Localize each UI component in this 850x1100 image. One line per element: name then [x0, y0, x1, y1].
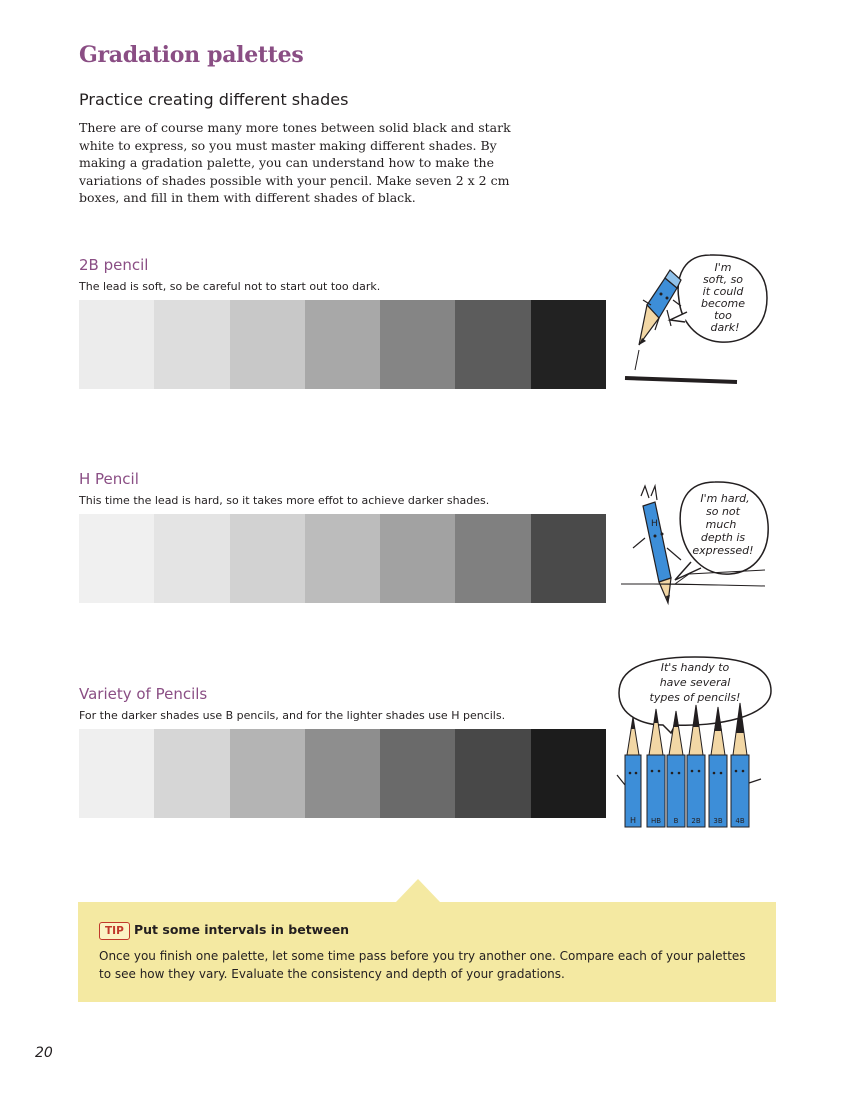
bubble-line: have several — [659, 676, 731, 689]
soft-pencil-illustration — [615, 250, 775, 390]
bubble-line: depth is — [700, 531, 746, 544]
bubble-line: It's handy to — [660, 661, 730, 674]
gradation-palette-variety — [79, 729, 606, 818]
shade-swatch — [79, 729, 154, 818]
bubble-line: dark! — [710, 321, 740, 334]
shade-swatch — [230, 514, 305, 603]
bubble-line: become — [700, 297, 746, 310]
shade-swatch — [380, 729, 455, 818]
shade-swatch — [531, 729, 606, 818]
bubble-line: too — [714, 309, 732, 322]
section-description-h: This time the lead is hard, so it takes more effot to achieve darker shades. — [79, 494, 490, 507]
shade-swatch — [531, 300, 606, 389]
hard-pencil-illustration — [615, 478, 775, 618]
shade-swatch — [154, 300, 229, 389]
page-number: 20 — [35, 1045, 53, 1061]
page-title: Gradation palettes — [79, 42, 304, 68]
shade-swatch — [305, 729, 380, 818]
shade-swatch — [79, 300, 154, 389]
pencil-label: H — [629, 816, 637, 825]
bubble-line: I'm hard, — [700, 492, 750, 505]
bubble-line: soft, so — [702, 273, 744, 286]
pencil-hb — [647, 709, 665, 827]
tip-text: Once you finish one palette, let some time pass before you try another one. Compare each of your palettes to see how they vary. Evaluate the consistency and depth of your gradations. — [99, 949, 746, 981]
shade-swatch — [154, 729, 229, 818]
speech-bubble-h — [675, 482, 768, 580]
shade-swatch — [455, 514, 530, 603]
pencil-label: 2B — [691, 817, 701, 825]
bubble-line: types of pencils! — [649, 691, 741, 704]
section-description-2b: The lead is soft, so be careful not to start out too dark. — [79, 280, 381, 293]
pencil-4b — [731, 703, 749, 827]
intro-paragraph: There are of course many more tones between solid black and stark white to express, so you must master making different shades. By making a gradation palette, you can understand how to make the variations of shades possible with your pencil. Make seven 2 x 2 cm boxes, and fill in them with different shades of black. — [79, 120, 511, 205]
pencil-label: 3B — [713, 817, 723, 825]
tip-badge: TIP — [99, 922, 130, 940]
shade-swatch — [455, 729, 530, 818]
page-subtitle: Practice creating different shades — [79, 90, 349, 109]
shade-swatch — [455, 300, 530, 389]
section-heading-2b: 2B pencil — [79, 256, 149, 274]
bubble-line: so not — [706, 505, 740, 518]
pencil-label: HB — [650, 817, 662, 825]
shade-swatch — [531, 514, 606, 603]
tip-heading: Put some intervals in between — [134, 922, 350, 937]
pencil-3b — [709, 707, 727, 827]
shade-swatch — [230, 300, 305, 389]
gradation-palette-2b — [79, 300, 606, 389]
pencil-family-illustration — [615, 655, 775, 830]
shade-swatch — [305, 514, 380, 603]
shade-swatch — [154, 514, 229, 603]
section-description-variety: For the darker shades use B pencils, and for the lighter shades use H pencils. — [79, 709, 506, 722]
shade-swatch — [380, 514, 455, 603]
tip-box-notch — [396, 879, 440, 902]
bubble-line: it could — [702, 285, 744, 298]
bubble-line: much — [705, 518, 737, 531]
gradation-palette-h — [79, 514, 606, 603]
section-heading-h: H Pencil — [79, 470, 139, 488]
bubble-line: expressed! — [692, 544, 754, 557]
pencil-h — [625, 717, 641, 827]
bubble-line: I'm — [714, 261, 732, 274]
shade-swatch — [79, 514, 154, 603]
shade-swatch — [380, 300, 455, 389]
shade-swatch — [305, 300, 380, 389]
section-heading-variety: Variety of Pencils — [79, 685, 208, 703]
pencil-grade-h: H — [651, 519, 658, 529]
pencil-label: B — [673, 817, 679, 825]
pencil-label: 4B — [735, 817, 745, 825]
speech-bubble-2b — [670, 255, 767, 342]
shade-swatch — [230, 729, 305, 818]
